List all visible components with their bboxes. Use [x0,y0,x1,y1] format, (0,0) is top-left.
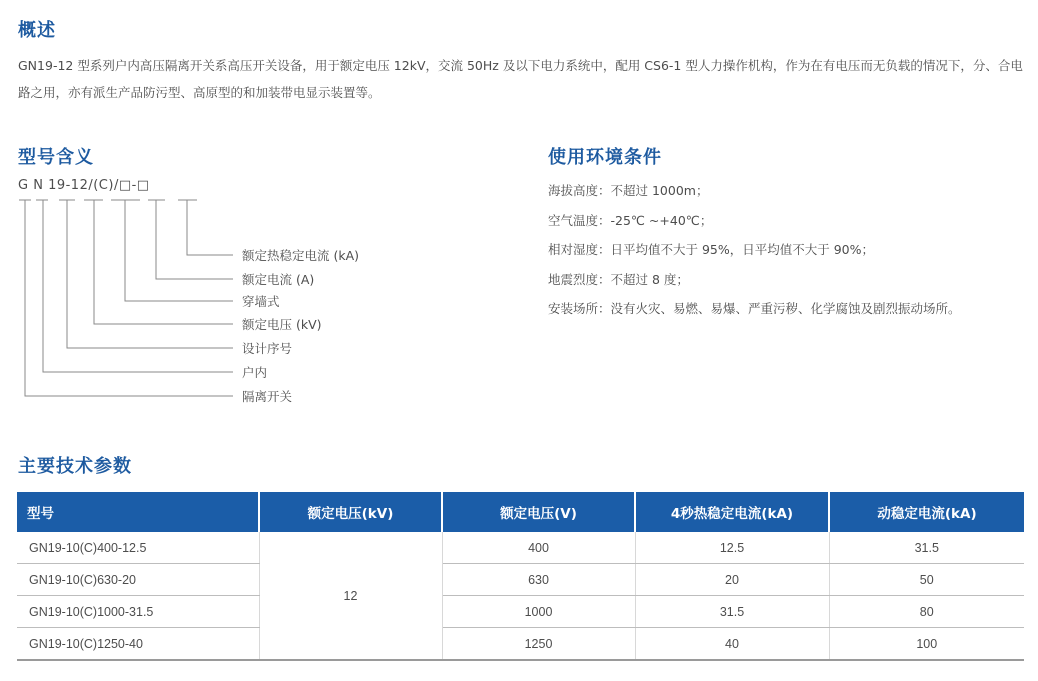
env-item-seismic: 地震烈度：不超过 8 度； [548,271,689,287]
model-label-thermal-current: 额定热稳定电流 (kA) [242,248,360,263]
env-item-temperature: 空气温度：-25℃ ~+40℃； [548,212,713,228]
cell-dynamic: 31.5 [829,532,1024,564]
model-label-rated-voltage: 额定电压 (kV) [242,317,322,332]
overview-title: 概述 [18,20,56,41]
cell-current: 1000 [442,596,635,628]
cell-thermal: 31.5 [635,596,829,628]
header-model: 型号 [17,492,259,532]
cell-dynamic: 50 [829,564,1024,596]
cell-model: GN19-10(C)1000-31.5 [17,596,259,628]
cell-dynamic: 80 [829,596,1024,628]
model-code: G N 19-12/(C)/□-□ [18,178,150,193]
table-row [17,596,1024,628]
env-item-humidity: 相对湿度：日平均值不大于 95%，日平均值不大于 90%； [548,242,875,257]
cell-model: GN19-10(C)400-12.5 [17,532,259,564]
model-label-rated-current: 额定电流 (A) [242,272,315,287]
cell-current: 400 [442,532,635,564]
specs-header-row [17,492,1024,532]
cell-thermal: 40 [635,628,829,661]
env-item-location: 安装场所：没有火灾、易燃、易爆、严重污秽、化学腐蚀及剧烈振动场所。 [548,301,961,316]
table-row [17,532,1024,564]
cell-current: 630 [442,564,635,596]
cell-dynamic: 100 [829,628,1024,661]
header-dynamic-current: 动稳定电流(kA) [829,492,1024,532]
model-label-wall-type: 穿墙式 [242,294,280,309]
cell-model: GN19-10(C)1250-40 [17,628,259,661]
environment-list [548,176,961,324]
header-rated-voltage-v: 额定电压(V) [442,492,635,532]
model-label-isolating-switch: 隔离开关 [242,389,293,404]
table-row [17,628,1024,661]
header-rated-voltage-kv: 额定电压(kV) [259,492,442,532]
cell-thermal: 12.5 [635,532,829,564]
cell-shared-voltage: 12 [259,532,442,660]
environment-title: 使用环境条件 [548,147,662,168]
specs-title: 主要技术参数 [18,456,132,477]
model-label-design-serial: 设计序号 [242,341,293,356]
model-label-indoor: 户内 [242,365,268,380]
header-thermal-current: 4秒热稳定电流(kA) [635,492,829,532]
specs-table [17,492,1024,661]
table-row [17,564,1024,596]
overview-paragraph: GN19-12 型系列户内高压隔离开关系高压开关设备，用于额定电压 12kV，交流 50Hz 及以下电力系统中，配用 CS6-1 型人力操作机构，作为在有电压而无负载的情况下，分、合电路之用，亦有派生产品防污型、高原型的和加装带电显示装置等。 [18,58,1023,100]
cell-model: GN19-10(C)630-20 [17,564,259,596]
cell-current: 1250 [442,628,635,661]
cell-thermal: 20 [635,564,829,596]
env-item-altitude: 海拔高度：不超过 1000m； [548,183,709,198]
model-title: 型号含义 [18,147,94,168]
